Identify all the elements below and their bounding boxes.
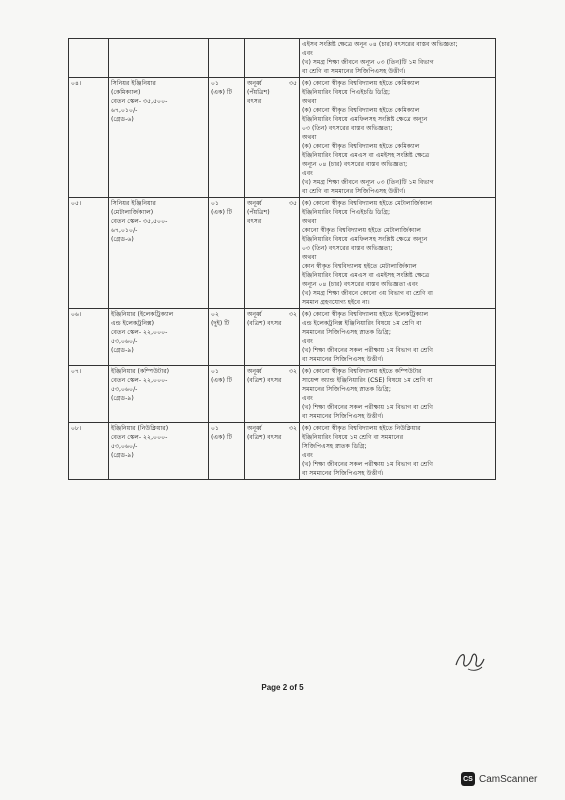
post-name-line: বেতন স্কেল- ৩৫,৫০০- (111, 218, 168, 225)
age-limit-line (247, 367, 297, 376)
age-text: অনূর্ধ্ব (247, 425, 262, 432)
qualification-line: (ক) কোনো স্বীকৃত বিশ্ববিদ্যালয় হইতে কেমিক্যাল (302, 80, 420, 87)
qualification-line: (ক) কোনো স্বীকৃত বিশ্ববিদ্যালয় হইতে নিউক্লিয়ার (302, 425, 421, 432)
post-count-line: (এক) টি (211, 377, 232, 384)
serial-cell: ০৮। (69, 423, 109, 480)
qualification-line: এবং (302, 395, 313, 402)
post-count-line: ০১ (211, 425, 220, 432)
age-text: (বত্রিশ) বৎসর (247, 320, 282, 327)
post-name-line: (মেটালার্জিক্যাল) (111, 209, 154, 216)
post-name-cell (109, 78, 209, 198)
serial-cell (69, 39, 109, 78)
age-limit-line (247, 433, 297, 442)
age-text: (বত্রিশ) বৎসর (247, 434, 282, 441)
page-number: Page 2 of 5 (261, 683, 304, 692)
table-row (69, 39, 496, 78)
table-row (69, 423, 496, 480)
post-name-line: বেতন স্কেল- ২২,০০০- (111, 434, 168, 441)
qualification-line: ইঞ্জিনিয়ারিং বিষয়ে পিএইচডি ডিগ্রি; (302, 209, 391, 216)
qualification-line: (খ) শিক্ষা জীবনের সকল পরীক্ষায় ১ম বিভাগ বা শ্রেণি (302, 404, 433, 411)
age-limit-line (247, 310, 297, 319)
qualification-line: ০৩ (তিন) বৎসরের বাস্তব অভিজ্ঞতা; (302, 125, 393, 132)
qualification-line: এবং (302, 452, 313, 459)
qualification-line: অথবা (302, 218, 317, 225)
post-count-cell (209, 39, 245, 78)
post-name-line: ৬৭,০১০/- (111, 227, 138, 234)
table-row (69, 309, 496, 366)
qualification-line: ইঞ্জিনিয়ারিং বিষয়ে এমফিলসহ সংশ্লিষ্ট ক্ষেত্রে অন্যূন (302, 236, 428, 243)
qualification-line: এবং (302, 338, 313, 345)
age-limit-cell (245, 366, 300, 423)
qualification-line: (ক) কোনো স্বীকৃত বিশ্ববিদ্যালয় হইতে ইলেকট্রিক্যাল (302, 311, 429, 318)
age-number: ৩২ (288, 425, 297, 432)
qualification-line: এইসব সংশ্লিষ্ট ক্ষেত্রে অনূন ০৪ (চার) বৎসরের বাস্তব অভিজ্ঞতা; (302, 41, 458, 48)
camscanner-label: CamScanner (479, 773, 538, 785)
post-name-line: সিনিয়র ইঞ্জিনিয়ার (111, 80, 156, 87)
age-number: ৩৫ (288, 200, 297, 207)
post-name-line: বেতন স্কেল- ৩৫,৫০০- (111, 98, 168, 105)
post-name-line: ৫৩,০৬০/- (111, 386, 138, 393)
age-text: (পঁয়ত্রিশ) (247, 89, 270, 96)
post-name-line: (গ্রেড-৯) (111, 452, 134, 459)
qualification-line: ইঞ্জিনিয়ারিং বিষয়ে পিএইচডি ডিগ্রি; (302, 89, 391, 96)
qualification-line: এবং (302, 170, 313, 177)
qualification-line: (খ) সমগ্র শিক্ষা জীবনে অন্যূন ০৩ (তিন)টি ১ম বিভাগ (302, 59, 434, 66)
post-count-line: ০২ (211, 311, 220, 318)
post-count-cell (209, 366, 245, 423)
qualification-line: সমমানের সিজিপিএসহ স্নাতক ডিগ্রি; (302, 329, 391, 336)
post-name-line: (গ্রেড-৬) (111, 236, 134, 243)
post-name-cell (109, 366, 209, 423)
qualification-line: সমমানের সিজিপিএসহ স্নাতক ডিগ্রি; (302, 386, 391, 393)
age-text: বৎসর (247, 98, 262, 105)
post-count-line: (দুই) টি (211, 320, 230, 327)
qualification-line: ০৩ (তিন) বৎসরের বাস্তব অভিজ্ঞতা; (302, 245, 393, 252)
qualification-line: অথবা (302, 98, 317, 105)
qualification-line: বা সমমানের সিজিপিএসহ উত্তীর্ণ। (302, 413, 384, 420)
qualification-line: বা সমমানের সিজিপিএসহ উত্তীর্ণ। (302, 470, 384, 477)
post-name-line: (কেমিক্যাল) (111, 89, 141, 96)
post-count-cell (209, 198, 245, 309)
age-limit-line (247, 97, 297, 106)
post-count-cell (209, 78, 245, 198)
post-count-cell (209, 309, 245, 366)
qualification-line: (ক) কোনো স্বীকৃত বিশ্ববিদ্যালয় হইতে কম্পিউটার (302, 368, 422, 375)
qualification-line: ইঞ্জিনিয়ারিং বিষয়ে এমএস বা এমইসহ সংশ্লিষ্ট ক্ষেত্রে (302, 152, 430, 159)
age-limit-line (247, 208, 297, 217)
qualification-cell (300, 366, 496, 423)
qualification-cell (300, 198, 496, 309)
post-name-cell (109, 423, 209, 480)
age-text: অনূর্ধ্ব (247, 80, 262, 87)
post-count-line: ০১ (211, 200, 220, 207)
qualification-line: ইঞ্জিনিয়ারিং বিষয়ে ১ম শ্রেণি বা সমমানের (302, 434, 404, 441)
post-name-line: ইঞ্জিনিয়ার (নিউক্লিয়ার) (111, 425, 169, 432)
post-count-line: (এক) টি (211, 434, 232, 441)
post-count-line: (এক) টি (211, 89, 232, 96)
signature-mark (452, 645, 490, 673)
age-limit-line (247, 376, 297, 385)
age-number: ৩২ (288, 311, 297, 318)
age-text: (পঁয়ত্রিশ) (247, 209, 270, 216)
age-text: অনূর্ধ্ব (247, 311, 262, 318)
qualification-cell (300, 39, 496, 78)
qualification-line: এবং (302, 50, 313, 57)
qualification-line: কোনো স্বীকৃত বিশ্ববিদ্যালয় হইতে মেটালার্জিক্যাল (302, 227, 421, 234)
qualification-cell (300, 423, 496, 480)
age-limit-line (247, 217, 297, 226)
qualification-line: বা সমমানের সিজিপিএসহ উত্তীর্ণ। (302, 356, 384, 363)
qualification-line: (খ) সমগ্র শিক্ষা জীবনে কোনো ৩য় বিভাগ বা শ্রেণি বা (302, 290, 433, 297)
post-count-line: (এক) টি (211, 209, 232, 216)
age-text: অনূর্ধ্ব (247, 368, 262, 375)
qualification-line: অন্যূন ০৪ (চার) বৎসরের বাস্তব অভিজ্ঞতা; (302, 161, 408, 168)
qualification-line: অথবা (302, 134, 317, 141)
qualification-line: (খ) সমগ্র শিক্ষা জীবনে অন্যূন ০৩ (তিন)টি ১ম বিভাগ (302, 179, 434, 186)
age-limit-cell (245, 423, 300, 480)
serial-cell: ০৭। (69, 366, 109, 423)
qualification-line: ইঞ্জিনিয়ারিং বিষয়ে এমএস বা এমইসহ সংশ্লিষ্ট ক্ষেত্রে (302, 272, 430, 279)
post-name-line: সিনিয়র ইঞ্জিনিয়ার (111, 200, 156, 207)
age-text: বৎসর (247, 218, 262, 225)
post-name-line: বেতন স্কেল- ২২,০০০- (111, 329, 168, 336)
age-limit-cell (245, 39, 300, 78)
camscanner-logo-icon: CS (461, 772, 475, 786)
qualification-line: সিজিপিএসহ স্নাতক ডিগ্রি; (302, 443, 367, 450)
age-limit-line (247, 319, 297, 328)
post-count-line: ০১ (211, 368, 220, 375)
post-name-line: ইঞ্জিনিয়ার (কম্পিউটার) (111, 368, 170, 375)
post-count-cell (209, 423, 245, 480)
job-requirements-table (68, 38, 496, 480)
qualification-line: (ক) কোনো স্বীকৃত বিশ্ববিদ্যালয় হইতে মেটালার্জিক্যাল (302, 200, 433, 207)
post-name-line: (গ্রেড-৯) (111, 395, 134, 402)
post-name-line: ৫৩,০৬০/- (111, 443, 138, 450)
qualification-line: (ক) কোনো স্বীকৃত বিশ্ববিদ্যালয় হইতে কেমিক্যাল (302, 107, 420, 114)
age-limit-cell (245, 198, 300, 309)
age-limit-line (247, 79, 297, 88)
serial-cell: ০৫। (69, 198, 109, 309)
age-limit-line (247, 424, 297, 433)
qualification-line: অন্যূন ০৪ (চার) বৎসরের বাস্তব অভিজ্ঞতা এবং (302, 281, 418, 288)
age-limit-line (247, 88, 297, 97)
qualification-line: এন্ড ইলেকট্রনিক্স ইঞ্জিনিয়ারিং বিষয়ে ১ম শ্রেণি বা (302, 320, 422, 327)
post-name-line: (গ্রেড-৯) (111, 347, 134, 354)
post-name-cell (109, 39, 209, 78)
qualification-line: সায়েন্স অ্যান্ড ইঞ্জিনিয়ারিং (CSE) বিষয়ে ১ম শ্রেণি বা (302, 377, 433, 384)
qualification-line: সমমান গ্রহণযোগ্য হইবে না। (302, 299, 370, 306)
post-name-line: ৫৩,০৬০/- (111, 338, 138, 345)
post-name-line: ৬৭,০১০/- (111, 107, 138, 114)
post-name-cell (109, 198, 209, 309)
qualification-line: (ক) কোনো স্বীকৃত বিশ্ববিদ্যালয় হইতে কেমিক্যাল (302, 143, 420, 150)
qualification-line: বা শ্রেণি বা সমমানের সিজিপিএসহ উত্তীর্ণ। (302, 188, 406, 195)
age-text: (বত্রিশ) বৎসর (247, 377, 282, 384)
qualification-cell (300, 309, 496, 366)
age-number: ৩৫ (288, 80, 297, 87)
camscanner-watermark (461, 772, 537, 786)
post-name-cell (109, 309, 209, 366)
qualification-line: ইঞ্জিনিয়ারিং বিষয়ে এমফিলসহ সংশ্লিষ্ট ক্ষেত্রে অন্যূন (302, 116, 428, 123)
age-number: ৩২ (288, 368, 297, 375)
post-count-line: ০১ (211, 80, 220, 87)
qualification-line: কোন স্বীকৃত বিশ্ববিদ্যালয় হইতে মেটালার্জিক্যাল (302, 263, 417, 270)
qualification-line: বা শ্রেণি বা সমমানের সিজিপিএসহ উত্তীর্ণ। (302, 68, 406, 75)
qualification-line: (খ) শিক্ষা জীবনের সকল পরীক্ষায় ১ম বিভাগ বা শ্রেণি (302, 347, 433, 354)
age-limit-cell (245, 309, 300, 366)
post-name-line: ইঞ্জিনিয়ার (ইলেকট্রিক্যাল (111, 311, 174, 318)
age-limit-cell (245, 78, 300, 198)
serial-cell: ০৪। (69, 78, 109, 198)
post-name-line: এন্ড ইলেকট্রনিক্স) (111, 320, 155, 327)
qualification-line: (খ) শিক্ষা জীবনের সকল পরীক্ষায় ১ম বিভাগ বা শ্রেণি (302, 461, 433, 468)
age-text: অনূর্ধ্ব (247, 200, 262, 207)
age-limit-line (247, 199, 297, 208)
qualification-line: অথবা (302, 254, 317, 261)
table-row (69, 198, 496, 309)
table-row (69, 78, 496, 198)
table-row (69, 366, 496, 423)
post-name-line: বেতন স্কেল- ২২,০০০- (111, 377, 168, 384)
post-name-line: (গ্রেড-৬) (111, 116, 134, 123)
qualification-cell (300, 78, 496, 198)
serial-cell: ০৬। (69, 309, 109, 366)
